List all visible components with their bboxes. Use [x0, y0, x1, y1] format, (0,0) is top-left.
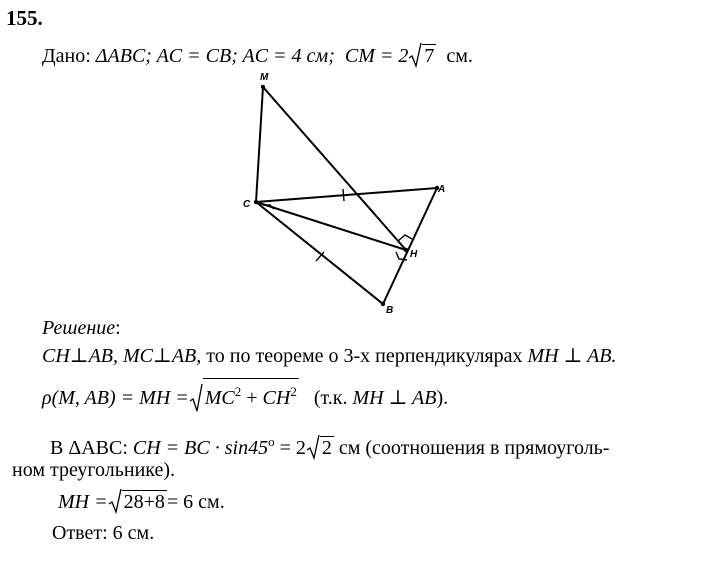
solution-line-2 — [42, 378, 448, 413]
given-cm-root: 7 — [424, 45, 435, 67]
radical-sum — [108, 490, 167, 514]
segment-CA — [256, 188, 437, 202]
root-plus: + — [241, 387, 263, 409]
label-B: B — [386, 305, 394, 316]
solution-heading-text: Решение — [42, 317, 116, 339]
given-label: Дано: — [42, 45, 91, 67]
in-triangle: В ΔABC: — [50, 437, 128, 459]
tick-CA — [343, 189, 344, 201]
point-H — [404, 248, 408, 252]
root-mc-power: 2 — [234, 384, 242, 399]
given-cm-radical — [408, 44, 436, 68]
label-M: M — [260, 72, 269, 83]
mh-result-left: MH = — [58, 491, 108, 513]
solution-line-5 — [58, 490, 225, 514]
radical-two — [306, 436, 334, 460]
radical-mc-ch — [189, 378, 299, 413]
right-angle-mark-upper — [398, 235, 412, 241]
ch-expr: CH = BC · sin45 — [132, 437, 269, 459]
segment-CB — [256, 202, 383, 304]
degree-mark: о — [268, 434, 275, 449]
root-sum: 28+8 — [123, 491, 165, 513]
because-mh-perp: MH ⊥ AB — [352, 387, 437, 409]
theorem-text: то по теореме о 3-х перпендикулярах — [206, 345, 523, 367]
equals-two: = 2 — [274, 437, 306, 459]
given-cm-left: CM = 2 — [344, 45, 409, 67]
point-B — [381, 302, 385, 306]
segment-MC — [256, 87, 263, 202]
solution-heading-colon: : — [115, 317, 121, 339]
label-A: A — [438, 184, 446, 195]
because-close: ). — [436, 387, 449, 409]
point-C — [254, 200, 258, 204]
given-conditions: ΔABC; AC = CB; AC = 4 см; — [95, 45, 335, 67]
given-line — [42, 44, 473, 68]
mh-equals: MH = — [139, 387, 189, 409]
point-M — [261, 85, 265, 89]
because-open: (т.к. — [313, 387, 348, 409]
root-ch: CH — [262, 387, 291, 409]
geometry-figure — [230, 68, 450, 318]
given-cm-unit: см. — [446, 45, 473, 67]
perpendiculars: CH⊥AB, MC⊥AB, — [42, 345, 202, 367]
label-C: C — [243, 199, 251, 210]
label-H: H — [410, 249, 418, 260]
solution-line-1 — [42, 344, 617, 368]
mh-result-right: = 6 см. — [166, 491, 225, 513]
solution-line-4: ном треугольнике). — [12, 459, 176, 481]
answer: Ответ: 6 см. — [52, 522, 155, 544]
distance-expr: ρ(M, AB) = — [42, 387, 140, 409]
relations-text: см (соотношения в прямоуголь- — [333, 437, 610, 459]
problem-number: 155. — [6, 6, 43, 30]
root-mc: MC — [204, 387, 235, 409]
solution-line-3 — [50, 430, 609, 460]
segment-CH — [256, 202, 406, 250]
mh-perp-ab: MH ⊥ AB. — [527, 345, 617, 367]
root-ch-power: 2 — [290, 384, 297, 399]
root-two: 2 — [321, 437, 332, 459]
solution-heading — [42, 316, 121, 340]
